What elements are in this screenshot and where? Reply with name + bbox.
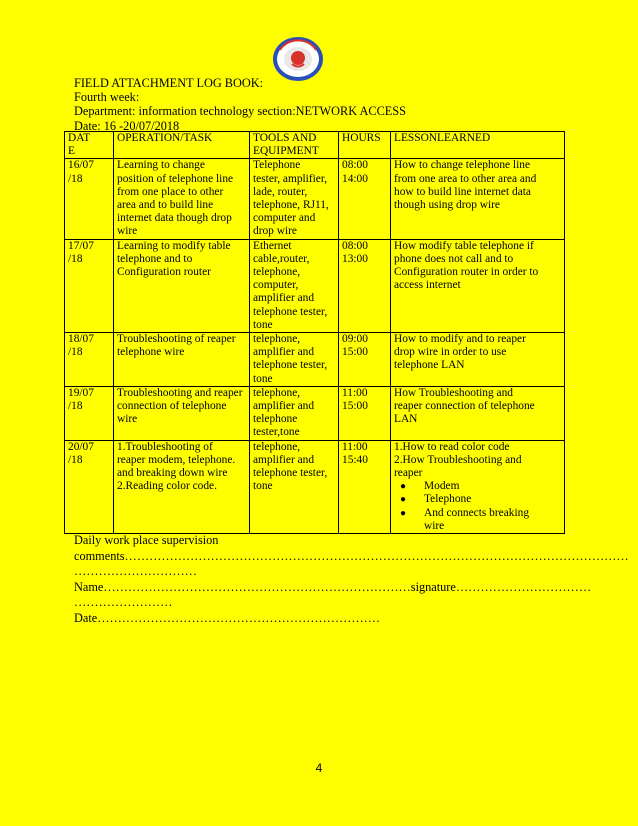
cell-line: /18 — [68, 346, 83, 359]
cell-line: from one area to other area and — [394, 172, 537, 185]
cell-line: reaper modem, telephone. — [117, 453, 236, 466]
cell-line: tester,tone — [253, 426, 300, 439]
cell-line: /18 — [68, 400, 83, 413]
department-line: Department: information technology section:NETWORK ACCESS — [74, 104, 406, 119]
cell-line: LESSONLEARNED — [394, 132, 491, 144]
cell-line: amplifier and — [253, 400, 315, 413]
comments-continuation: ………………………… — [74, 564, 197, 578]
cell-line: 14:00 — [342, 172, 368, 185]
cell-date — [65, 440, 114, 533]
cell-line: telephone, — [253, 440, 301, 453]
cell-line: How modify table telephone if — [394, 239, 534, 252]
lesson-bullet-item — [394, 493, 562, 506]
cell-line: Learning to change — [117, 159, 205, 172]
cell-line: computer, — [253, 279, 299, 292]
cell-line: computer and — [253, 212, 316, 225]
table-row — [65, 333, 565, 387]
cell-hours — [339, 159, 391, 239]
cell-line: HOURS — [342, 132, 381, 144]
cell-lesson — [391, 239, 565, 332]
cell-line: 11:00 — [342, 386, 368, 399]
cell-line: ● Telephone — [424, 493, 472, 506]
cell-line: 08:00 — [342, 159, 368, 172]
cell-line: access internet — [394, 279, 461, 292]
cell-line: Configuration router — [117, 266, 211, 279]
name-signature-line: Name…………………………………………………………………signature…………………………… — [74, 579, 592, 594]
table-row — [65, 239, 565, 332]
cell-line: Configuration router in order to — [394, 266, 539, 279]
cell-line: how to build line internet data — [394, 185, 531, 198]
supervision-date-line: Date…………………………………………………………… — [74, 610, 381, 625]
cell-line: though using drop wire — [394, 199, 500, 212]
cell-date — [65, 239, 114, 332]
cell-line: telephone, — [253, 266, 301, 279]
cell-line: area and to build line — [117, 199, 214, 212]
cell-line: Troubleshooting of reaper — [117, 333, 236, 346]
cell-line: telephone LAN — [394, 359, 465, 372]
cell-line: tone — [253, 372, 273, 385]
date-range: Date: 16 -20/07/2018 — [74, 118, 180, 133]
cell-line: 13:00 — [342, 252, 368, 265]
lesson-bullet-item — [394, 507, 562, 533]
cell-line: internet data though drop — [117, 212, 232, 225]
cell-tools — [250, 440, 339, 533]
cell-operation — [114, 386, 250, 440]
cell-line: reaper — [394, 467, 423, 480]
cell-line: 18/07 — [68, 333, 94, 346]
header-date — [65, 132, 114, 159]
page-number: 4 — [315, 761, 323, 775]
cell-line: telephone — [253, 413, 298, 426]
table-body — [65, 159, 565, 534]
name-continuation: …………………… — [74, 595, 173, 609]
cell-hours — [339, 440, 391, 533]
log-header — [74, 76, 406, 133]
cell-line: /18 — [68, 453, 83, 466]
cell-line: telephone tester, — [253, 305, 328, 318]
cell-line: 09:00 — [342, 333, 368, 346]
cell-line: connection of telephone — [117, 400, 227, 413]
cell-line: 1.How to read color code — [394, 440, 510, 453]
cell-line: tone — [253, 480, 273, 493]
cell-line: 15:00 — [342, 346, 368, 359]
cell-line: cable,router, — [253, 252, 310, 265]
cell-line: drop wire in order to use — [394, 346, 507, 359]
cell-tools — [250, 239, 339, 332]
cell-line: /18 — [68, 172, 83, 185]
cell-line: 15:00 — [342, 400, 368, 413]
week-label: Fourth week: — [74, 90, 140, 105]
cell-line: OPERATION/TASK — [117, 132, 213, 144]
cell-line: tone — [253, 318, 273, 331]
cell-line: wire — [117, 225, 138, 238]
cell-line: 2.Reading color code. — [117, 480, 217, 493]
cell-hours — [339, 333, 391, 387]
cell-line: TOOLS AND — [253, 132, 317, 144]
table-row — [65, 159, 565, 239]
comments-line: comments…………………………………………………………………………………………………………… — [74, 548, 629, 563]
cell-lesson — [391, 440, 565, 533]
cell-line: 1.Troubleshooting of — [117, 440, 213, 453]
cell-line: ● Modem — [424, 480, 460, 493]
cell-line: 2.How Troubleshooting and — [394, 453, 522, 466]
cell-line: telephone, — [253, 333, 301, 346]
cell-line: wire — [424, 519, 445, 532]
cell-line: 20/07 — [68, 440, 94, 453]
cell-line: telephone tester, — [253, 467, 328, 480]
cell-line: ● And connects breaking — [424, 506, 530, 519]
cell-hours — [339, 239, 391, 332]
cell-line: Telephone — [253, 159, 301, 172]
cell-operation — [114, 159, 250, 239]
cell-line: telephone tester, — [253, 359, 328, 372]
cell-line: position of telephone line — [117, 172, 234, 185]
cell-line: How to modify and to reaper — [394, 333, 526, 346]
cell-line: 17/07 — [68, 239, 94, 252]
cell-lesson — [391, 159, 565, 239]
header-operation — [114, 132, 250, 159]
cell-operation — [114, 239, 250, 332]
cell-date — [65, 159, 114, 239]
cell-line: phone does not call and to — [394, 252, 514, 265]
cell-line: drop wire — [253, 225, 297, 238]
cell-line: from one place to other — [117, 185, 224, 198]
cell-line: tester, amplifier, — [253, 172, 328, 185]
cell-line: /18 — [68, 252, 83, 265]
cell-date — [65, 386, 114, 440]
table-header-row — [65, 132, 565, 159]
cell-line: 15:40 — [342, 453, 368, 466]
lesson-bullet-item — [394, 480, 562, 493]
cell-line: EQUIPMENT — [253, 145, 319, 158]
cell-line: 19/07 — [68, 386, 94, 399]
cell-line: DAT — [68, 132, 91, 144]
cell-hours — [339, 386, 391, 440]
header-tools — [250, 132, 339, 159]
cell-line: 11:00 — [342, 440, 368, 453]
cell-line: telephone and to — [117, 252, 193, 265]
cell-line: How Troubleshooting and — [394, 386, 513, 399]
header-hours — [339, 132, 391, 159]
cell-line: reaper connection of telephone — [394, 400, 535, 413]
table-row — [65, 440, 565, 533]
table-row — [65, 386, 565, 440]
cell-tools — [250, 159, 339, 239]
cell-line: telephone, — [253, 386, 301, 399]
cell-line: E — [68, 145, 75, 158]
cell-line: telephone, RJ11, — [253, 199, 329, 212]
cell-line: 08:00 — [342, 239, 368, 252]
cell-tools — [250, 386, 339, 440]
cell-tools — [250, 333, 339, 387]
cell-line: wire — [117, 413, 138, 426]
cell-line: Troubleshooting and reaper — [117, 386, 243, 399]
header-lesson — [391, 132, 565, 159]
supervision-section — [74, 533, 629, 626]
cell-line: amplifier and — [253, 346, 315, 359]
cell-line: amplifier and — [253, 292, 315, 305]
cell-line: telephone wire — [117, 346, 185, 359]
lesson-bullet-list — [394, 480, 562, 533]
cell-line: and breaking down wire — [117, 467, 228, 480]
log-title: FIELD ATTACHMENT LOG BOOK: — [74, 76, 264, 90]
cell-date — [65, 333, 114, 387]
cell-line: LAN — [394, 413, 418, 426]
cell-line: How to change telephone line — [394, 159, 531, 172]
log-table — [64, 131, 565, 534]
cell-lesson — [391, 333, 565, 387]
cell-line: lade, router, — [253, 185, 308, 198]
cell-line: amplifier and — [253, 453, 315, 466]
cell-operation — [114, 440, 250, 533]
supervision-label: Daily work place supervision — [74, 533, 219, 547]
cell-operation — [114, 333, 250, 387]
cell-line: Learning to modify table — [117, 239, 231, 252]
cell-line: 16/07 — [68, 159, 94, 172]
cell-line: Ethernet — [253, 239, 292, 252]
cell-lesson — [391, 386, 565, 440]
